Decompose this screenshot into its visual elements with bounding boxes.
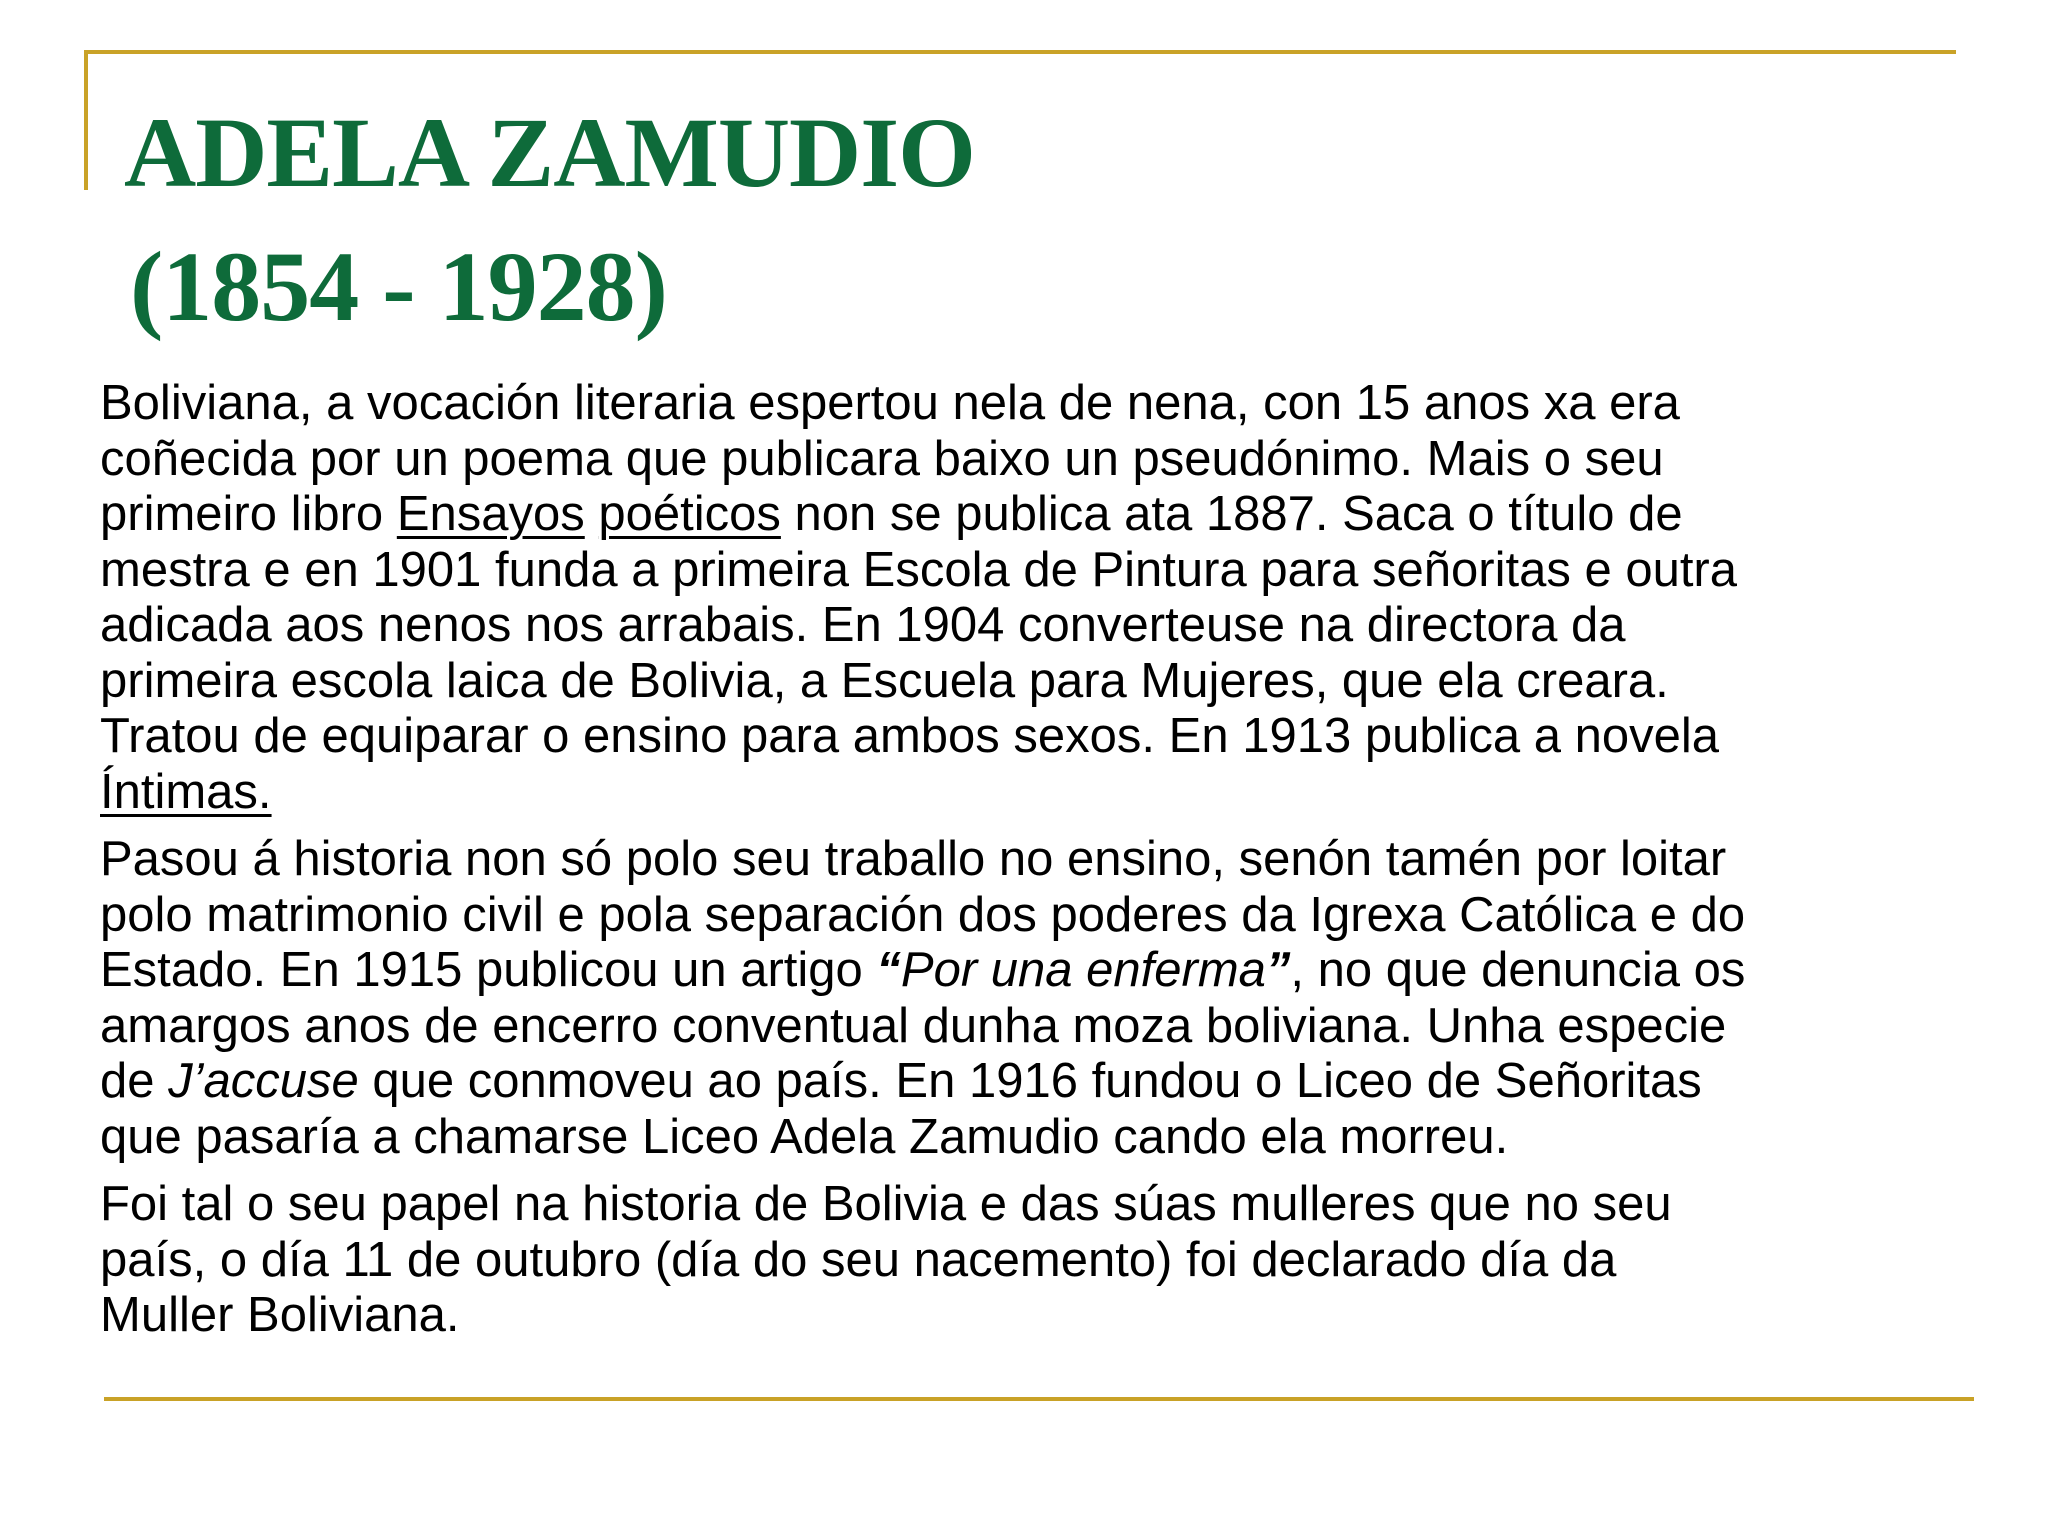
text-line: que pasaría a chamarse Liceo Adela Zamudio cando ela morreu. [100,1109,1509,1164]
text-segment [585,487,599,541]
book-title-ensayos: Ensayos [396,487,585,541]
text-segment: que conmoveu ao país. En 1916 fundou o Liceo de Señoritas [358,1054,1702,1108]
text-line: Muller Boliviana. [100,1288,460,1342]
text-line: adicada aos nenos nos arrabais. En 1904 converteuse na directora da [100,598,1626,652]
top-accent-rule [84,50,1956,54]
text-line [100,1054,2040,1110]
jaccuse-term: J’accuse [168,1054,359,1108]
left-accent-rule [84,50,88,190]
text-line: país, o día 11 de outubro (día do seu nacemento) foi declarado día da [100,1232,1617,1287]
text-segment: Estado. En 1915 publicou un artigo [100,943,877,997]
text-line: amargos anos de encerro conventual dunha moza boliviana. Unha especie [100,998,1727,1053]
title-years: (1854 - 1928) [130,231,667,342]
text-line [100,943,2040,999]
text-line: mestra e en 1901 funda a primeira Escola de Pintura para señoritas e outra [100,542,1738,597]
text-line: Boliviana, a vocación literaria espertou nela de nena, con 15 anos xa era [100,376,1680,430]
text-line: polo matrimonio civil e pola separación dos poderes da Igrexa Católica e do [100,887,1746,942]
article-title: Por una enferma [900,943,1266,997]
paragraph-biography [100,376,2040,820]
text-segment: non se publica ata 1887. Saca o título de [780,487,1683,541]
slide-title [124,90,975,350]
text-segment: de [100,1054,169,1108]
novel-title-intimas: Íntimas. [100,764,272,819]
text-segment: primeiro libro [100,487,397,541]
book-title-poeticos: poéticos [598,487,781,541]
text-line: Tratou de equiparar o ensino para ambos sexos. En 1913 publica a novela [100,709,1719,763]
text-segment: , no que denuncia os [1290,943,1746,997]
text-line [100,487,2040,543]
paragraph-tribute [100,1177,2040,1344]
text-line: Foi tal o seu papel na historia de Bolivia e das súas mulleres que no seu [100,1177,1672,1231]
close-quote: ” [1265,943,1291,997]
slide-body [100,376,2040,1356]
paragraph-legacy [100,832,2040,1165]
text-line: Pasou á historia non só polo seu traballo no ensino, senón tamén por loitar [100,832,1727,886]
open-quote: “ [876,943,901,997]
bottom-accent-rule [104,1397,1974,1401]
text-line [100,765,2040,821]
title-name: ADELA ZAMUDIO [124,97,975,208]
text-line: primeira escola laica de Bolivia, a Escuela para Mujeres, que ela creara. [100,653,1669,708]
text-line: coñecida por un poema que publicara baixo un pseudónimo. Mais o seu [100,431,1664,486]
